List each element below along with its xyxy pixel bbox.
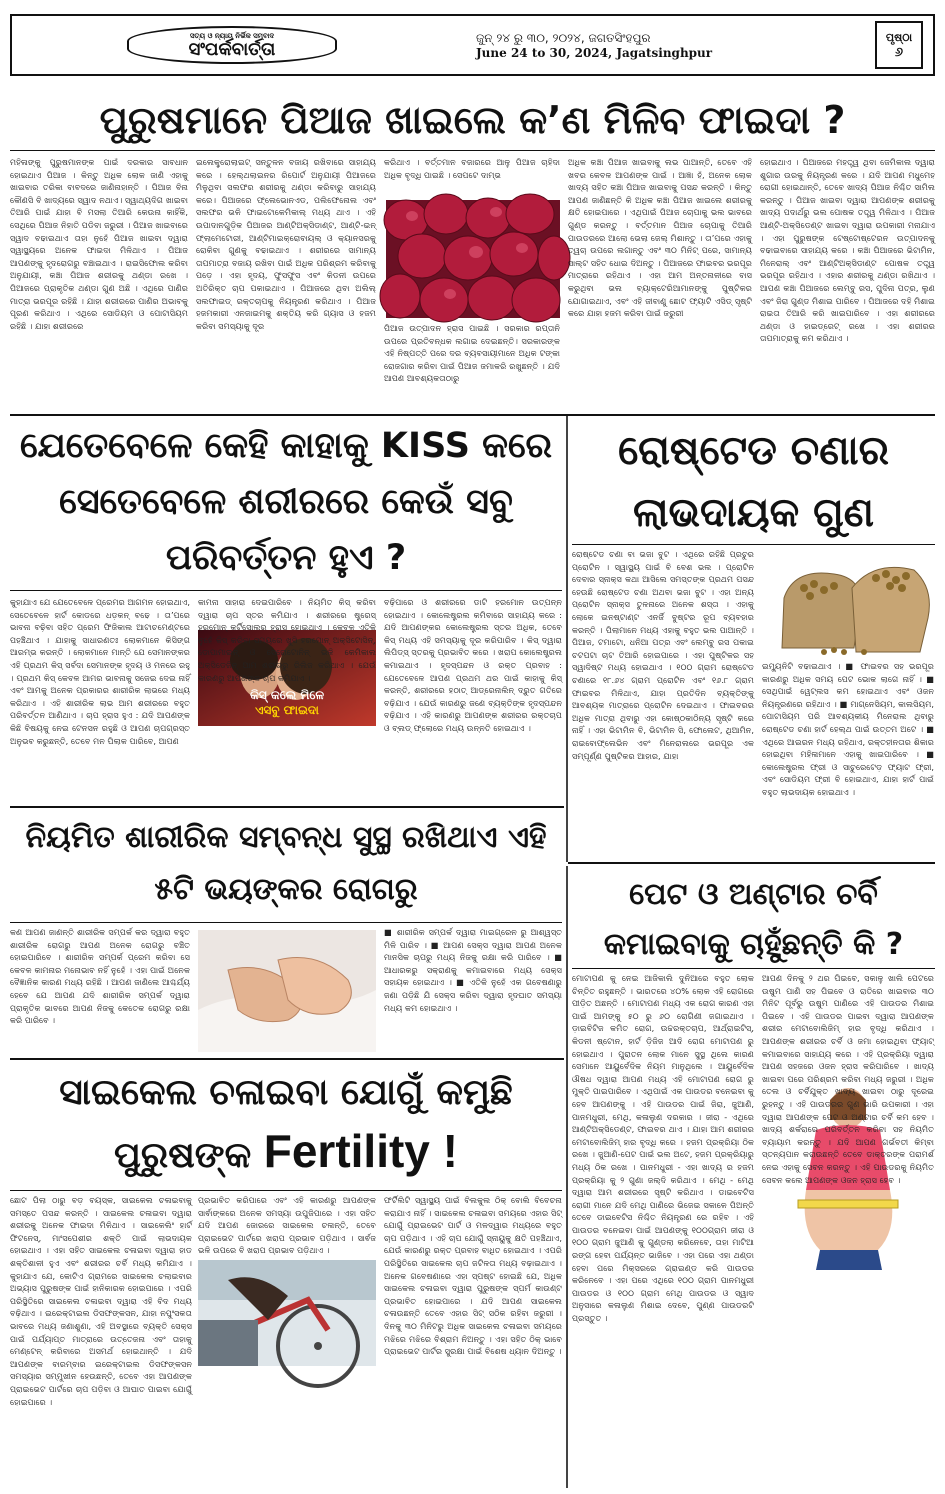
divider [10, 150, 935, 151]
divider [10, 414, 935, 416]
masthead [10, 14, 935, 76]
physical-column-2: ■ ଶାରୀରିକ ସମ୍ପର୍କ ଦ୍ୱାରା ମାଇଗ୍ରେନ ରୁ ଆଶ୍ୱସ୍ତ ମିଳି ପାରିବ । ■ ଆପଣ ସେକ୍ସ ଦ୍ୱାରା ଆପଣ ଅନେକ ମାନସିକ ଚାପରୁ ମଧ୍ୟ ନିଜକୁ ରକ୍ଷା କରି ପାରିବେ । ■ ଆଧାରକରୁ ସକ୍ରାଣକୁ କମାଇବାରେ ମଧ୍ୟ ସେକ୍ସ ସହାୟକ ହୋଇଥାଏ । ■ ଏତିକି ନୁହେଁ ଏକ ଗବେଷଣାରୁ ଜଣା ପଡ଼ିଛି ଯି ସେକ୍ସ କରିବା ଦ୍ୱାରା ହୃଦଘାତ ସମସ୍ୟା ମଧ୍ୟ କମ ହୋଇଥାଏ । [384, 927, 562, 1013]
caption-line-2: ଏସବୁ ଫାଇଦା [255, 703, 319, 717]
cycle-headline-english: Fertility ! [263, 1125, 458, 1177]
kiss-column-1: କୁହାଯାଏ ଯେ ଯେତେବେଳେ ପ୍ରେମର ଆଗମନ ହୋଇଥାଏ, ସେତେବେଳେ ହାର୍ଟ କୋଡରେ ଧଡ଼କନ୍ ବଢେ । ତା’ପରେ ଭାବନା ବଢ଼ିବା ସହିତ ପ୍ରେମ ଫିଜିକାଲ ଆଟାଚମେଣ୍ଟରେ ପହଞ୍ଚିଥାଏ । ଯାହାକୁ ସାଧାରଣତଃ ଲୋକମାନେ କିସିଙ୍ଗ ଆରମ୍ଭ କରନ୍ତି । ଲୋକମାନେ ମାନ୍ତି ଯେ ସେମାନଙ୍କର ଏହି ପ୍ରଥମ କିସ୍ ସର୍ବଦା ସେମାନଙ୍କ ହୃଦୟ ଓ ମନରେ ରହୁ । ପ୍ରଥମ କିସ୍ କେବଳ ଆମର ଭାବନାକୁ ସଜେଇ ଦେଇ ନାହିଁ ଏବଂ ଆମକୁ ଅନେକ ପ୍ରକାରର ଶାରୀରିକ ଲାଭରେ ମଧ୍ୟ କରିଥାଏ । ଏହି ଶାରୀରିକ ଲାଭ ଆମ ଶରୀରରେ ବହୁତ ପରିବର୍ତ୍ତନ ଆଣିଥାଏ । ଚାପ ହ୍ରାସ ହୁଏ : ଯଦି ଆପଣଙ୍କ କିଛି ବିଷୟକୁ ନେଇ ଟେନସନ ରହୁଛି ଓ ଆପଣ ଚାପଗ୍ରସ୍ତ ଅନୁଭବ କରୁଛନ୍ତି, ତେବେ ମନ ପିଲାକ ପାରିବେ, ଆପଣ [10, 597, 190, 746]
divider [572, 968, 935, 969]
onion-illustration [386, 200, 560, 318]
cyclist-illustration [198, 1260, 376, 1366]
roasted-chana-illustration [764, 548, 934, 656]
masthead-date [452, 16, 875, 74]
divider [10, 922, 562, 923]
cycle-photo [198, 1260, 376, 1366]
divider [10, 590, 562, 591]
onion-photo [386, 200, 560, 318]
column-divider [566, 866, 568, 1488]
cycle-column-1: ଛୋଟ ପିଲା ଠାରୁ ବଡ଼ ବୟସ୍କ, ସାଇକେଲ ଚଳାଇବାକୁ ସମସ୍ତେ ପସନ୍ଦ କରନ୍ତି । ସାଇକେଲ ଚଳାଇବା ଦ୍ୱାରା ଶରୀରକୁ ଅନେକ ଫାଇଦା ମିଳିଥାଏ । ସାଇକେଲିଂ ହାର୍ଟ ଫିଟନେସ୍, ମାଂସପେଶୀର ଶକ୍ତି ପାଇଁ ଲାଭଦାୟକ ହୋଇଥାଏ । ଏହା ସହିତ ସାଇକେଲ ଚଳାଇବା ଦ୍ୱାରା ହାଡ ଶକ୍ତିଶାଳୀ ହୁଏ ଏବଂ ଶରୀରର ଚର୍ବି ମଧ୍ୟ କମିଯାଏ । କୁହାଯାଏ ଯେ, କୋଟିଏ ଗ୍ରାମରେ ସାଇକେଲ ଚଲାଇବାର ଅଭ୍ୟାସ ପୁରୁଷଙ୍କ ପାଇଁ ହାନିକାରକ ହୋଇପାରେ । ଏପରି ପରିସ୍ଥିତିରେ ସାଇକେଲ ଚଳାଇବା ଦ୍ୱାରା ଏହି ବିଦ ମଧ୍ୟ ବଢ଼ିଥାଏ । ଇରେକ୍ଟାଇଲ ଡିସଫଙ୍କସନ, ଯାହା ନପୁଂସକତା ଭାବରେ ମଧ୍ୟ ଜଣାଶୁଣା, ଏହି ଅବସ୍ଥାରେ ବ୍ୟକ୍ତି ସେକ୍ସ ପାଇଁ ପର୍ଯ୍ୟାପ୍ତ ମାତ୍ରାରେ ଉତ୍ତେଜନା ଏବଂ ତାହାକୁ ମେଣ୍ଟେନ୍ କରିବାରେ ଅସମର୍ଥ ହୋଇଥାନ୍ତି । ଯଦି ଆପଣଙ୍କ ବାରମ୍ବାର ଇରେକ୍ଟାଇଲ ଡିସଫଙ୍କସନ ସମସ୍ୟାର ସମ୍ମୁଖୀନ ହେଉଛନ୍ତି, ତେବେ ଏହା ଆପଣଙ୍କ ପ୍ରାଇଭେଟ ପାର୍ଟରେ ଚାପ ପଡ଼ିବା ଓ ଆଘାତ ପାଇବା ଯୋଗୁଁ ହୋଇପାରେ । [10, 1195, 192, 1407]
date-odia: ଜୁନ୍ ୨୪ ରୁ ୩୦, ୨୦୨୪, ଜଗତସିଂହପୁର [476, 30, 651, 45]
caption-line-1: କିସ୍ କଲେ ମିଳେ [249, 688, 325, 702]
onion-column-2: ଇଲେକ୍ଟ୍ରୋଲାଇଟ୍ ସନ୍ତୁଳନ ବଜାୟ ରଖିବାରେ ସାହାଯ୍ୟ କରେ । ହେଲ୍ଥଲାଇନର ରିପୋର୍ଟ ଅନୁଯାୟୀ ପିଆଜରେ ମିଳୁଥିବା ସଲଫର ଶରୀରକୁ ଥଣ୍ଡା କରିବାରୁ ସାହାଯ୍ୟ କରେ। ପିଆଜରେ ଫ୍ଲେଭୋନଏଡ, ପଲିଫେନୋଲ ଏବଂ ସଲଫର ଭଳି ଫାଇଟୋକେମିକାଲ୍ ମଧ୍ୟ ଥାଏ । ଏହି ଉପାଦାନଗୁଡ଼ିକ ପିଆଜର ଆଣ୍ଟିଅକ୍ସିଡାଣ୍ଟ, ଆଣ୍ଟି-ଇନ୍ ଫ୍ଲାମେଟୋରୀ, ଆଣ୍ଟିମାଇକ୍ରୋବାୟଲ୍ ଓ କ୍ୟାନସରକୁ ରୋକିବା ଗୁଣକୁ ବଢାଇଥାଏ । ଶରୀରରେ ସାମାନ୍ୟ ତାପମାତ୍ରା ବଜାୟ ରଖିବା ପାଇଁ ଅଧିକ ପରିଶ୍ରମ କରିବାକୁ ପଡ଼େ । ଏହା ହୃଦୟ, ଫୁସଫୁସ ଏବଂ କିଡନୀ ଉପରେ ଅତିରିକ୍ତ ଚାପ ପକାଇଥାଏ । ପିଆଜରେ ଥିବା ଅଲିଲ୍ ସଲଫାଇଡ୍ ରକ୍ତଚାପକୁ ନିୟନ୍ତ୍ରଣ କରିଥାଏ । ପିଆଜ ହଜମକାରୀ ଏନଜାଇମକୁ ଶକ୍ତିୟ କରି ଗ୍ୟାସ ଓ ହଜମ କରିବା ସମସ୍ୟାକୁ ଦୂର [196, 157, 376, 331]
kiss-headline: ଯେତେବେଳେ କେହି କାହାକୁ KISS କରେ ସେତେବେଳେ ଶରୀରରେ କେଉଁ ସବୁ ପରିବର୍ତ୍ତନ ହୁଏ ? [19, 426, 553, 578]
onion-column-1: ମହିଳାଙ୍କୁ ପୁରୁଷମାନଙ୍କ ପାଇଁ ଦରକାର ସାବଧାନ ହୋଇଥାଏ ପିଆଜ । କିନ୍ତୁ ଅଧିକ ଲୋକ ଜାଣି ଏହାକୁ ଖାଇବାର ତରିକା ବାବଦରେ ଜାଣିନାହାନ୍ତି । ପିଆଜ ବିନା କୌଣସି ବି ଖାଦ୍ୟରେ ସ୍ୱାଦ ନଥାଏ। ସ୍ୱାଥ୍ୟଦିଗ ଖାଇବା ତିଆରି ପାଇଁ ଯାହା ବି ମସଲା ତିଆରି କେଉନା କାହିଁକି, ସେଥିରେ ପିଆଜ ନିହାତି ପଡିବା ଜରୁରୀ । ପିଆଜ ଖାଇବାରେ ସ୍ୱାଦ ବଢାଇଥାଏ ତାହା ନୁହେଁ ପିଆଜ ଖାଇବା ଦ୍ୱାରା ସ୍ୱାସ୍ଥ୍ୟରେ ଅନେକ ଫାଇଦା ମିଳିଥାଏ । ପିଆଜ ଆପଣଙ୍କୁ ହୃଦରୋଗରୁ ବଞ୍ଚାଇଥାଏ । ରାଇସିଫୋଲ କରିବା ଅନୁଯାୟୀ, କଞ୍ଚା ପିଆଜ ଶରୀରକୁ ଥଣ୍ଡା ରଖେ । ପିଆଜରେ ପ୍ରାକୃତିକ ଥଣ୍ଡା ଗୁଣ ଅଛି । ଏଥିରେ ପାଣିର ମାତ୍ରା ଭରପୂର ରହିଛି । ଯାହା ଶରୀରରେ ପାଣିର ଅଭାବକୁ ପୂରଣ କରିଥାଏ । ଏଥିରେ ସୋଡିୟମ ଓ ପୋଟାସିୟମ ରହିଛି । ଯାହା ଶରୀରରେ [10, 157, 188, 331]
onion-headline: ପୁରୁଷମାନେ ପିଆଜ ଖାଇଲେ କ’ଣ ମିଳିବ ଫାଇଦା ? [99, 98, 846, 142]
date-english: June 24 to 30, 2024, Jagatsinghpur [476, 45, 713, 60]
kiss-photo-caption [198, 688, 376, 718]
cycle-headline [10, 1064, 562, 1185]
cycle-column-2: ପ୍ରଭାବିତ କରିପାରେ ଏବଂ ଏହି କାରଣରୁ ଆପଣଙ୍କ ସାର୍ଵାଙ୍କରେ ଅନେକ ସମସ୍ୟା ଉପୁଜିପାରେ । ଏହା ସହିତ ଯଦି ଆପଣ ଜୋରରେ ସାଇକେଲ ଚଳାନ୍ତି, ତେବେ ପ୍ରାଇଭେଟ ପାର୍ଟରେ ଖରାପ ପ୍ରଭାବ ପଡ଼ିଥାଏ । ସାର୍ଵଜ ଭଳି ଉପରେ ବି ଖରାପ ପ୍ରଭାବ ପଡ଼ିଥାଏ । [198, 1195, 376, 1256]
newspaper-logo [127, 26, 337, 64]
page-label: ପୃଷ୍ଠା [885, 30, 913, 44]
divider [10, 806, 564, 808]
cycle-column-2b [198, 1370, 376, 1486]
kiss-column-3: ବଢ଼ିପାରେ ଓ ଶରୀରରେ ଡାଟି ହରମୋନ ଉତ୍ପନ୍ନ ହୋଇଥାଏ । କୋଲେଷ୍ଟ୍ରଲ କମିବାରେ ସାହାଯ୍ୟ କରେ : ଯଦି ଆପଣଙ୍କର କୋଲେଷ୍ଟ୍ରଲ ସ୍ତର ଅଧିକ, ତେବେ କିସ୍ ମଧ୍ୟ ଏହି ସମସ୍ୟାକୁ ଦୂର କରିପାରିବ । କିସ୍ ଦ୍ୱାରା ଲିପିଡ୍ସ୍ ସ୍ତରକୁ ପ୍ରଭାବିତ କରେ । ଖରାପ କୋଲେଷ୍ଟ୍ରଲ କମାଇଥାଏ । ହୃଦସ୍ପନ୍ଦନ ଓ ରକ୍ତ ପ୍ରବାହ : ଯେତେବେଳେ ଆପଣ ପ୍ରଥମ ଥର ପାଇଁ କାହାକୁ କିସ୍ କରନ୍ତି, ଶରୀରରେ ହଠାତ୍ ଆଡ୍ରେନାଲିନ୍ ଦ୍ରୁତ ଗତିରେ ବଢ଼ିଯାଏ । ଯେଉଁ କାରଣରୁ ଜଣେ ବ୍ୟକ୍ତିଙ୍କ ହୃଦସ୍ପନ୍ଦନ ବଢ଼ିଯାଏ । ଏହି କାରଣରୁ ଆପଣଙ୍କ ଶରୀରର ରକ୍ତଚାପ ଓ ବ୍ଲଡ୍ ଫ୍ଲୋରେ ମଧ୍ୟ ଉନ୍ନତି ହୋଇଥାଏ । [384, 597, 562, 733]
divider [10, 1190, 562, 1191]
masthead-tagline: ସତ୍ୟ ଓ ନ୍ୟାୟ ନିର୍ଭିକ ସମ୍ବାଦ [189, 32, 275, 40]
divider [568, 862, 935, 864]
physical-column-1: କଣ ଆପଣ ଜାଣନ୍ତି ଶାରୀରିକ ସମ୍ପର୍କ କର ଦ୍ୱାରା ବହୁତ ଶାରୀରିକ ରୋଗରୁ ଆପଣ ଅନେକ ରୋଗରୁ ବଞ୍ଚିତ ହୋଇପାରିବେ । ଶାରୀରିକ ସମ୍ପର୍କ ପ୍ରେମ କରିବା ସେ କେବଳ କାମନାର ମନୋଭାବ ନହିଁ ନୁହେଁ । ଏହା ପାଇଁ ଅନେକ ବୈଜ୍ଞାନିକ କାରଣ ମଧ୍ୟ ରହିଛି । ଆପଣ ଜାଣିଲେ ଆଶ୍ଚର୍ଯ୍ୟ ହେବେ ଯେ ଆପଣ ଯଦି ଶାରୀରିକ ସମ୍ପର୍କ ଦ୍ୱାରା ପ୍ରାକୃତିକ ଭାବରେ ଆପଣ ନିଜକୁ କେତେକ ରୋଗରୁ ରକ୍ଷା କରି ପାରିବେ । [10, 927, 190, 1026]
page-number: ୬ [894, 44, 904, 60]
belly-column-2b [762, 1274, 934, 1486]
holding-hands-illustration [198, 930, 376, 1052]
divider [572, 544, 935, 545]
belly-headline: ପେଟ ଓ ଅଣ୍ଟାର ଚର୍ବି କମାଇବାକୁ ଚାହୁଁଛନ୍ତି କି ? [603, 877, 904, 962]
chana-headline: ରୋଷ୍ଟେଡ ଚଣାର ଲାଭଦାୟକ ଗୁଣ [618, 428, 889, 536]
onion-column-5: ହୋଇଥାଏ । ପିଆଜରେ ମହତ୍ତ୍ୱ ଥିବା ଜେମିକାଲ ଦ୍ୱାରା ଶୁଗାର ଉରକୁ ନିୟନ୍ତ୍ରଣ କରେ । ଯଦି ଆପଣ ମଧୁମେହ ରୋଗୀ ହୋଇଥାନ୍ତି, ତେବେ ଖାଦ୍ୟ ପିଆଜ ନିଶ୍ଚିତ ସାମିଲ କରନ୍ତୁ । ପିଆଜ ଖାଇବା ଦ୍ୱାରା ଆପଣଙ୍କ ଶରୀରକୁ ଖାଦ୍ୟ ପଦାର୍ଥରୁ ଭଲ ପୋଷକ ତତ୍ତ୍ୱ ମିଳିଥାଏ । ପିଆଜ ଆଣ୍ଟି-ଅକ୍ସିଡେଣ୍ଟ ଖାଇବା ଦ୍ୱାରା ଉପକାରୀ ମନାଯାଏ । ଏହା ପୁରୁଷଙ୍କ ଟେଷ୍ଟୋଷ୍ଟେରନ ଉତ୍ପାଦନକୁ ବଢାଇବାରେ ସାହାଯ୍ୟ କରେ । କଞ୍ଚା ପିଆଜରେ ଭିଟାମିନ, ମିନେରାଲ୍ ଏବଂ ଆଣ୍ଟିଅକ୍ସିଡାଣ୍ଟ ପୋଷକ ତତ୍ତ୍ୱ ଭରପୂର ରହିଥାଏ । ଏହାର ଶରୀରକୁ ଥଣ୍ଡା ରଖିଥାଏ । ଆପଣ କଞ୍ଚା ପିଆଜରେ ଲେମ୍ବୁ ରସ, ପୁଦିନା ପତ୍ର, ଲୁଣ ଏବଂ ଜିରା ଗୁଣ୍ଡ ମିଶାଇ ପାରିବେ । ପିଆଜରେ ଦହି ମିଶାଇ ରାଇତା ତିଆରି କରି ଖାଇପାରିବେ । ଏହା ଶରୀରରେ ଥଣ୍ଡା ଓ ହାଇଡ୍ରେଟ୍ ରଖେ । ଏହା ଶରୀରର ତାପମାତ୍ରାକୁ କମ କରିଥାଏ । [760, 157, 935, 344]
chana-column-2: ଇମ୍ୟୁନିଟି ବଢାଇଥାଏ । ■ ଫାଇବର ସହ ଭରପୂର କାରଣରୁ ଅଧିକ ସମୟ ପେଟ ଭୋକ ଲାଗେ ନାହିଁ । ■ ସେଥିପାଇଁ ୱେଟ୍ଲସ କମ ହୋଇଥାଏ ଏବଂ ଓଜନ ନିୟନ୍ତ୍ରଣରେ ରହିଥାଏ । ■ ମାଗ୍ନେସିୟମ, କାଲସିୟମ, ପୋଟାସିୟମ ପରି ଆବଶ୍ୟକୀୟ ମିନେରାଲ ଥିବାରୁ ରୋଷ୍ଟେଡ ଚଣା ହାର୍ଟ ହେଲ୍ଥ ପାଇଁ ଉତ୍ତମ ଅଟେ । ■ ଏଥିରେ ଆଇରନ ମଧ୍ୟ ରହିଥାଏ, ରକ୍ତହୀନତାର ଶିକାର ହୋଇଥିବା ମହିଳାମାନେ ଏହାକୁ ଖାଇପାରିବେ । ■ କୋଲେଷ୍ଟ୍ରଲ ଫ୍ରୀ ଓ ସାଚୁରେଟେଡ଼ ଫ୍ୟାଟ ଫ୍ରୀ, ଏବଂ ସୋଡିୟମ ଫ୍ରୀ ବି ହୋଇଥାଏ, ଯାହା ହାର୍ଟ ପାଇଁ ବହୁତ ଲାଭଦାୟକ ହୋଇଥାଏ । [762, 661, 934, 797]
cycle-column-3: ଫର୍ଟିଲିଟି ସ୍ୱାସ୍ଥ୍ୟ ପାଇଁ ବିଲକୁଲ ଠିକ୍ ବୋଲି ବିବେଚନା କରାଯାଏ ନାହିଁ । ସାଇକେଲ ଚଳାଇବା ସମୟରେ ଏହାର ସିଟ୍ ଯୋଗୁଁ ପ୍ରାଇଭେଟ ପାର୍ଟ ଓ ମଳଦ୍ୱାର ମଧ୍ୟରେ ବହୁତ ଚାପ ପଡ଼ିଥାଏ । ଏହି ଚାପ ଯୋଗୁଁ ସ୍ନାୟୁକୁ କ୍ଷତି ପହଞ୍ଚିଥାଏ, ଯେଉଁ କାରଣରୁ ରକ୍ତ ପ୍ରବାହ ବାଧିତ ହୋଇଥାଏ । ଏପରି ପରିସ୍ଥିତିରେ ସାଇକେଲ ଚାପ ଜଟିଳତା ମଧ୍ୟ ବଢ଼ାଇଥାଏ । ଅନେକ ଗବେଷଣାରେ ଏହା ସ୍ପଷ୍ଟ ହୋଇଛି ଯେ, ଅଧିକ ସାଇକେଲ ଚଳାଇବା ଦ୍ୱାରା ପୁରୁଷଙ୍କ ସ୍ପର୍ମ କାଉଣ୍ଟ ପ୍ରଭାବିତ ହୋଇପାରେ । ଯଦି ଆପଣ ସାଇକେଲ ଚଳାଉଛନ୍ତି ତେବେ ଏହାର ସିଟ୍ ସଠିକ ରହିବା ଜରୁରୀ । ଦିନକୁ ୩୦ ମିନିଟରୁ ଅଧିକ ସାଇକେଲ ଚଳାଇବା ସମୟରେ ମଝିରେ ମଝିରେ ବିଶ୍ରାମ ନିଅନ୍ତୁ । ଏହା ସହିତ ଠିକ୍ ଭାବେ ପ୍ରାଇଭେଟ ପାର୍ଟର ସୁରକ୍ଷା ପାଇଁ ବିଶେଷ ଧ୍ୟାନ ଦିଅନ୍ତୁ । [384, 1195, 562, 1357]
onion-column-4: ଅଧିକ କଞ୍ଚା ପିଆଜ ଖାଇବାକୁ ଲଭ ପାଆନ୍ତି, ତେବେ ଏହି ଖବର କେବଳ ଆପଣଙ୍କ ପାଇଁ । ଆଜ୍ଞା ହଁ, ଅନେକ ଲୋକ ଖାଦ୍ୟ ସହିତ କଞ୍ଚା ପିଆଜ ଖାଇବାକୁ ପସନ୍ଦ କରନ୍ତି । କିନ୍ତୁ ଆପଣ ଜାଣିଛନ୍ତି କି ଅଧିକ କଞ୍ଚା ପିଆଜ ଖାଇଲେ ଶରୀରକୁ କ୍ଷତି ହୋଇପାରେ । ଏଥିପାଇଁ ପିଆଜ ଚୋପାକୁ ଭଲ ଭାବରେ ଗୁଣ୍ଡ କରନ୍ତୁ । ବର୍ତ୍ତମାନ ପିଆଜ ଚୋପାକୁ ତିଆରି ପାଉଡରରେ ଆଲୋ ଭେଲା ଜେଲ୍ ମିଶାନ୍ତୁ । ତା’ପରେ ଏହାକୁ ତ୍ୱଚା ଉପରେ ଲଗାନ୍ତୁ ଏବଂ ୩୦ ମିନିଟ୍ ପରେ, ସାମାନ୍ୟ ସାଲ୍ଟ ସହିତ ଧୋଇ ଦିଅନ୍ତୁ । ପିଆଜରେ ଫାଇବର ଭରପୂର ମାତ୍ରାରେ ରହିଥାଏ । ଏହା ଆମ ଅନ୍ତନାଳୀରେ ବାସ କରୁଥିବା ଭଲ ବ୍ୟାକ୍ଟେରିଆମାନଙ୍କୁ ପୁଷ୍ଟିକର ଯୋଗାଇଥାଏ, ଏବଂ ଏହି ଜୀବାଣୁ ଛୋଟ ଫ୍ୟାଟି ଏସିଡ୍ ସୃଷ୍ଟି କରେ ଯାହା ହଜମ କରିବା ପାଇଁ ଜରୁରୀ [568, 157, 752, 319]
belly-column-1: ମୋଟାପଣ କୁ ନେଇ ଆଜିକାଲି ଦୁନିଆରେ ବହୁତ ଲୋକ ଚିନ୍ତିତ ରହୁଛନ୍ତି । ଭାରତରେ ୪୦% ଲୋକ ଏହି ରୋଗରେ ପୀଡ଼ିତ ଅଛନ୍ତି । ମୋଟାପଣ ମଧ୍ୟ ଏକ ରୋଗ କାରଣ ଏହା ପାଇଁ ଆମଙ୍କୁ ୫୦ ରୁ ୬୦ ରୋଗିଣୀ ଜଗାଇଥାଏ । ଡ଼ାଇବିଟିଜ କମିତ ରୋଗ, ଉଚ୍ଚରକ୍ତଚାପ, ଆର୍ଥ୍ରାଇଟିସ୍, କିଡନୀ ଷ୍ଟୋନ, ହାର୍ଟ ଡ଼ିଜିଜ ଆଦି ରୋଗ ମୋଟାପଣ ରୁ ହୋଇଥାଏ । ପୁରାତନ ଲୋକ ମାନେ ସୁସ୍ଥ ଥିଲେ କାରଣ ସେମାନେ ଆୟୁର୍ବେଦିକ ନିୟମ ମାନୁଥିଲେ । ଆୟୁର୍ବେଦିକ ଔଷଧ ଦ୍ୱାରା ଆପଣ ମଧ୍ୟ ଏହି ମୋଟାପଣ ରୋଗ ରୁ ମୁକ୍ତି ପାଇପାରିବେ । ଏଥିପାଇଁ ଏକ ପାଉଡର ବନେଇବା କୁ ହେବ ଆପଣଙ୍କୁ । ଏହି ପାଉଡର ପାଇଁ ଜିରା, ଜୁଆଣି, ପାନମଧୁରୀ, ମେଥି, କଳାଲୁଣ ଦରକାର । ଜୀରା - ଏଥିରେ ଆଣ୍ଟିଅକ୍ସିଡେଣ୍ଟ, ଫାଇବର ଥାଏ । ଯାହା ଆମ ଶରୀରର ମେଟାବୋଲିଜିମ୍ ହାର ବୃଦ୍ଧି କରେ । ହଜମ ପ୍ରକ୍ରିୟା ଠିକ ରଖେ । ଜୁଆଣି-ପେଟ ପାଇଁ ଭଲ ଅଟେ, ହଜମ ପ୍ରକ୍ରିୟାରୁ ମଧ୍ୟ ଠିକ ରଖେ । ପାନମଧୁରୀ - ଏହା ଖାଦ୍ୟ ର ହଜମ ପ୍ରକ୍ରିୟା କୁ ୨ ଗୁଣା ଜଲ୍ଦି କରିଥାଏ । ମେଥି - ମେଥି ଦ୍ୱାରା ଆମ ଶରୀରରେ ସୃଷ୍ଟି କରିଥାଏ । ଡାଇବେଟିସ ରୋଗୀ ମାନେ ଯଦି ମେଥି ପାଣିରେ ଭିଜେଇ ସକାଳେ ପିଅନ୍ତି ତେବେ ଡାଇବେଟିସ ନିଶ୍ଚିତ ନିୟନ୍ତ୍ରଣ ରେ ରହିବ । ଏହି ପାଉଡର ବନେଇବା ପାଇଁ ଆପଣଙ୍କୁ ୧୦୦ଗ୍ରାମ ଜୀରା ଓ ୧୦୦ ଗ୍ରାମ ଜୁଆଣି କୁ ଗୁଣ୍ଡଲା କରିନେବେ, ତାହା ମାଟିଆ ରଙ୍ଗ ହେବା ପର୍ଯ୍ୟନ୍ତ ଭାଜିବେ । ଏହା ପରେ ଏହା ଥଣ୍ଡା ହେବା ପରେ ମିକ୍ସରରେ ଗ୍ରାଇଣ୍ଡ କରି ପାଉଡର କରିନେବେ । ଏହା ପରେ ଏଥିରେ ୧୦୦ ଗ୍ରାମ ପାନମଧୁରୀ ପାଉଡର ଓ ୧୦୦ ଗ୍ରାମ ମେଥି ପାଉଡର ଓ ସ୍ୱାଦ ଅନୁସାରେ କଳାଲୁଣ ମିଶାଇ ଦେବେ, ପୁଣ୍ଣ ପାଉଡରଟି ପ୍ରସ୍ତୁତ । [572, 973, 754, 1324]
belly-column-2: ଆପଣ ଦିନକୁ ୨ ଥର ପିଇବେ, ସକାଳୁ ଖାଲି ପେଟରେ ଉଷୁମ ପାଣି ସହ ପିଇବେ ଓ ରାତିରେ ଖାଇବାର ୩୦ ମିନିଟ ପୂର୍ବରୁ ଉଷୁମ ପାଣିରେ ଏହି ପାଉଡର ମିଶାଇ ପିଇବେ । ଏହି ପାଉଡର ପାଇବା ଦ୍ୱାରା ଆପଣଙ୍କ ଶରୀର ମେଟାବୋଲିଜିମ୍ ହାର ବୃଦ୍ଧି କରିଥାଏ । ଆପଣଙ୍କ ଶରୀରର ଚର୍ବି ଓ ଜମା ହୋଇଥିବା ଫ୍ୟାଟ୍ କମାଇବାରେ ସାହାଯ୍ୟ କରେ । ଏହି ପ୍ରକ୍ରିୟା ଦ୍ୱାରା ଆପଣ ସହଜରେ ଓଜନ ହ୍ରାସ କରିପାରିବେ । ଖାଦ୍ୟ ଖାଇବା ପରେ ପରିଶ୍ରମ କରିବା ମଧ୍ୟ ଜରୁରୀ । ଅଧିକ ତେଲ ଓ ଚର୍ବିଯୁକ୍ତ ଖାଦ୍ୟ ଖାଇବା ଠାରୁ ଦୂରେଇ ରୁହନ୍ତୁ । ଏହି ପାଉଡରର ଗୁଣ ଭାରି ଉପକାରୀ । ଏହା ଦ୍ୱାରା ଆପଣଙ୍କ ପେଟ ଓ ଅଣ୍ଟାର ଚର୍ବି କମ ହେବ । ଖାଦ୍ୟ ଶର୍କରାରେ ପରିବର୍ତ୍ତନ କରିବା ସହ ନିୟମିତ ବ୍ୟାୟାମ କରନ୍ତୁ । ଯଦି ଆପଣ ଗର୍ଭବତୀ କିମ୍ବା ସ୍ତନ୍ୟପାନ କରାଉଛନ୍ତି ତେବେ ଡାକ୍ତରଙ୍କ ପରାମର୍ଶ ନେଇ ଏହାକୁ ସେବନ କରନ୍ତୁ । ଏହି ପାଉଡରକୁ ନିୟମିତ ସେବନ କଲେ ଆପଣଙ୍କ ଓଜନ ହ୍ରାସ ହେବ । [762, 973, 934, 1185]
chana-column-1: ରୋଷ୍ଟେଡ ଚଣା ବା ଭଜା ବୁଟ । ଏଥିରେ ରହିଛି ପ୍ରଚୁର ପ୍ରୋଟିନ । ସ୍ୱାସ୍ଥ୍ୟ ପାଇଁ ବି ବେଶ ଭଲ । ପ୍ରୋଟିନ ଦେବାର ସ୍ନାକ୍ସ କଥା ଆସିଲେ ସମସ୍ତଙ୍କ ପ୍ରଥମ ପସନ୍ଦ ହେଉଛି ରୋଷ୍ଟେଡ ଚଣା ଅଥବା ଭଜା ବୁଟ । ଏହା ଅନ୍ୟ ପ୍ରୋଟିନ ସ୍ନାକ୍ସ ତୁଳନାରେ ଅନେକ ଶସ୍ତା । ଏହାକୁ ଲୋକେ ଇନଷ୍ଟାଣ୍ଟ ଏନର୍ଜି ବୁଷ୍ଟର ରୂପ ବ୍ୟବହାର କରନ୍ତି । ପିଲାମାନେ ମଧ୍ୟ ଏହାକୁ ବହୁତ ଭଲ ପାଆନ୍ତି । ପିଆଜ, ଟମାଟୋ, ଧନିଆ ପତ୍ର ଏବଂ ଲେମ୍ବୁ ରସ ପକାଇ ଚଟପଟା ଚାଟ ତିଆରି ହୋଇପାରେ । ଏହା ପୁଷ୍ଟିକର ସହ ସ୍ୱାଦିଷ୍ଟ ମଧ୍ୟ ହୋଇଥାଏ । ୧୦୦ ଗ୍ରାମ ରୋଷ୍ଟେଡ ଚଣାରେ ୧୮.୬୪ ଗ୍ରାମ ପ୍ରୋଟିନ ଏବଂ ୧୬.୮ ଗ୍ରାମ ଫାଇବର ମିଳିଥାଏ, ଯାହା ପ୍ରତିଦିନ ବ୍ୟକ୍ତିଙ୍କୁ ଆବଶ୍ୟକ ମାତ୍ରାରେ ପ୍ରୋଟିନ ଦେଇଥାଏ । ଫାଇବରର ଅଧିକ ମାତ୍ରା ଥିବାରୁ ଏହା କୋଷ୍ଠକାଠିନ୍ୟ ସୃଷ୍ଟି କରେ ନାହିଁ । ଏହା ଭିଟାମିନ ବି, ଭିଟାମିନ ସି, ଫୋଲେଟ, ଥିଆମିନ, ରାଇବୋଫ୍ଲେଭିନ ଏବଂ ମିନେରାଲରେ ଭରପୂର ଏକ ସମ୍ପୂର୍ଣ୍ଣ ପୁଷ୍ଟିକର ଆହାର, ଯାହା [572, 549, 754, 761]
masthead-logo-area [12, 16, 452, 74]
newspaper-name: ସଂପର୍କବାର୍ତ୍ତା [188, 38, 276, 60]
onion-column-3: କରିଥାଏ । ବର୍ତ୍ତମାନ ବଜାରରେ ଆଳୁ ପିଆଜ ଚାହିଦା ଅଧିକ ବୃଦ୍ଧି ପାଇଛି । ସେପଟେ ଦାମ୍ଭ [384, 157, 560, 180]
chana-photo [764, 548, 934, 656]
physical-headline: ନିୟମିତ ଶାରୀରିକ ସମ୍ବନ୍ଧ ସୁସ୍ଥ ରଖିଥାଏ ଏହି ୫ଟି ଭୟଙ୍କର ରୋଗରୁ [25, 820, 547, 907]
cycle-headline-odia: ସାଇକେଲ ଚଳାଇବା ଯୋଗୁଁ କମୁଛି ପୁରୁଷଙ୍କ [59, 1072, 513, 1176]
page-number-box [875, 21, 923, 69]
column-divider [566, 416, 568, 862]
kiss-column-2b [198, 728, 376, 802]
kiss-column-2: କାମନା ସାହାରା ଦେଇପାରିବେ । ନିୟମିତ କିସ୍ କରିବା ଦ୍ୱାରା ଚାପ ସ୍ତର କମିଯାଏ । ଶରୀରରେ ଷ୍ଟ୍ରେସ୍ ହରମୋନ୍ କର୍ଟିସୋଲର ହ୍ରାସ ହୋଇଥାଏ । କେବଳ ଏତିକି ନୁହେଁ କିସ୍ କରିବା ସମୟରେ ଖୁସି ହରମୋନ୍ ଅକ୍ସିଟୋସିନ୍, ଡୋପାମାଇନ୍ ଓ ସେରୋଟୋନିନ୍ ଭଳି କେମିକାଲ ଅକ୍ସିଡେଜିନ୍ ଆମ ଶରୀରରୁ ରିଲିଜ କରିଥାଏ । ଯେଉଁ କାରଣରୁ ଆପଣଙ୍କ ଚାପ କମିଯାଏ । [198, 597, 376, 683]
physical-photo [198, 930, 376, 1052]
divider [10, 1058, 564, 1060]
onion-column-3b: ପିଆଜ ଉତ୍ପାଦନ ହ୍ରାସ ପାଇଛି । ସରକାର ରପ୍ତାନି ଉପରେ ପ୍ରତିବନ୍ଧକ ଲଗାଇ ଦେଇଛନ୍ତି। ସରକାରଙ୍କ ଏହି ନିଷ୍ପତ୍ତି ପରେ ଦର ବ୍ୟବସାୟୀମାନେ ଅଧିକ ଟଙ୍କା ରୋଜଗାର କରିବା ପାଇଁ ପିଆଜ ଜମାକରି ରଖୁଛନ୍ତି । ଯଦି ଆପଣ ଆବଶ୍ୟକତାଠାରୁ [384, 323, 560, 384]
